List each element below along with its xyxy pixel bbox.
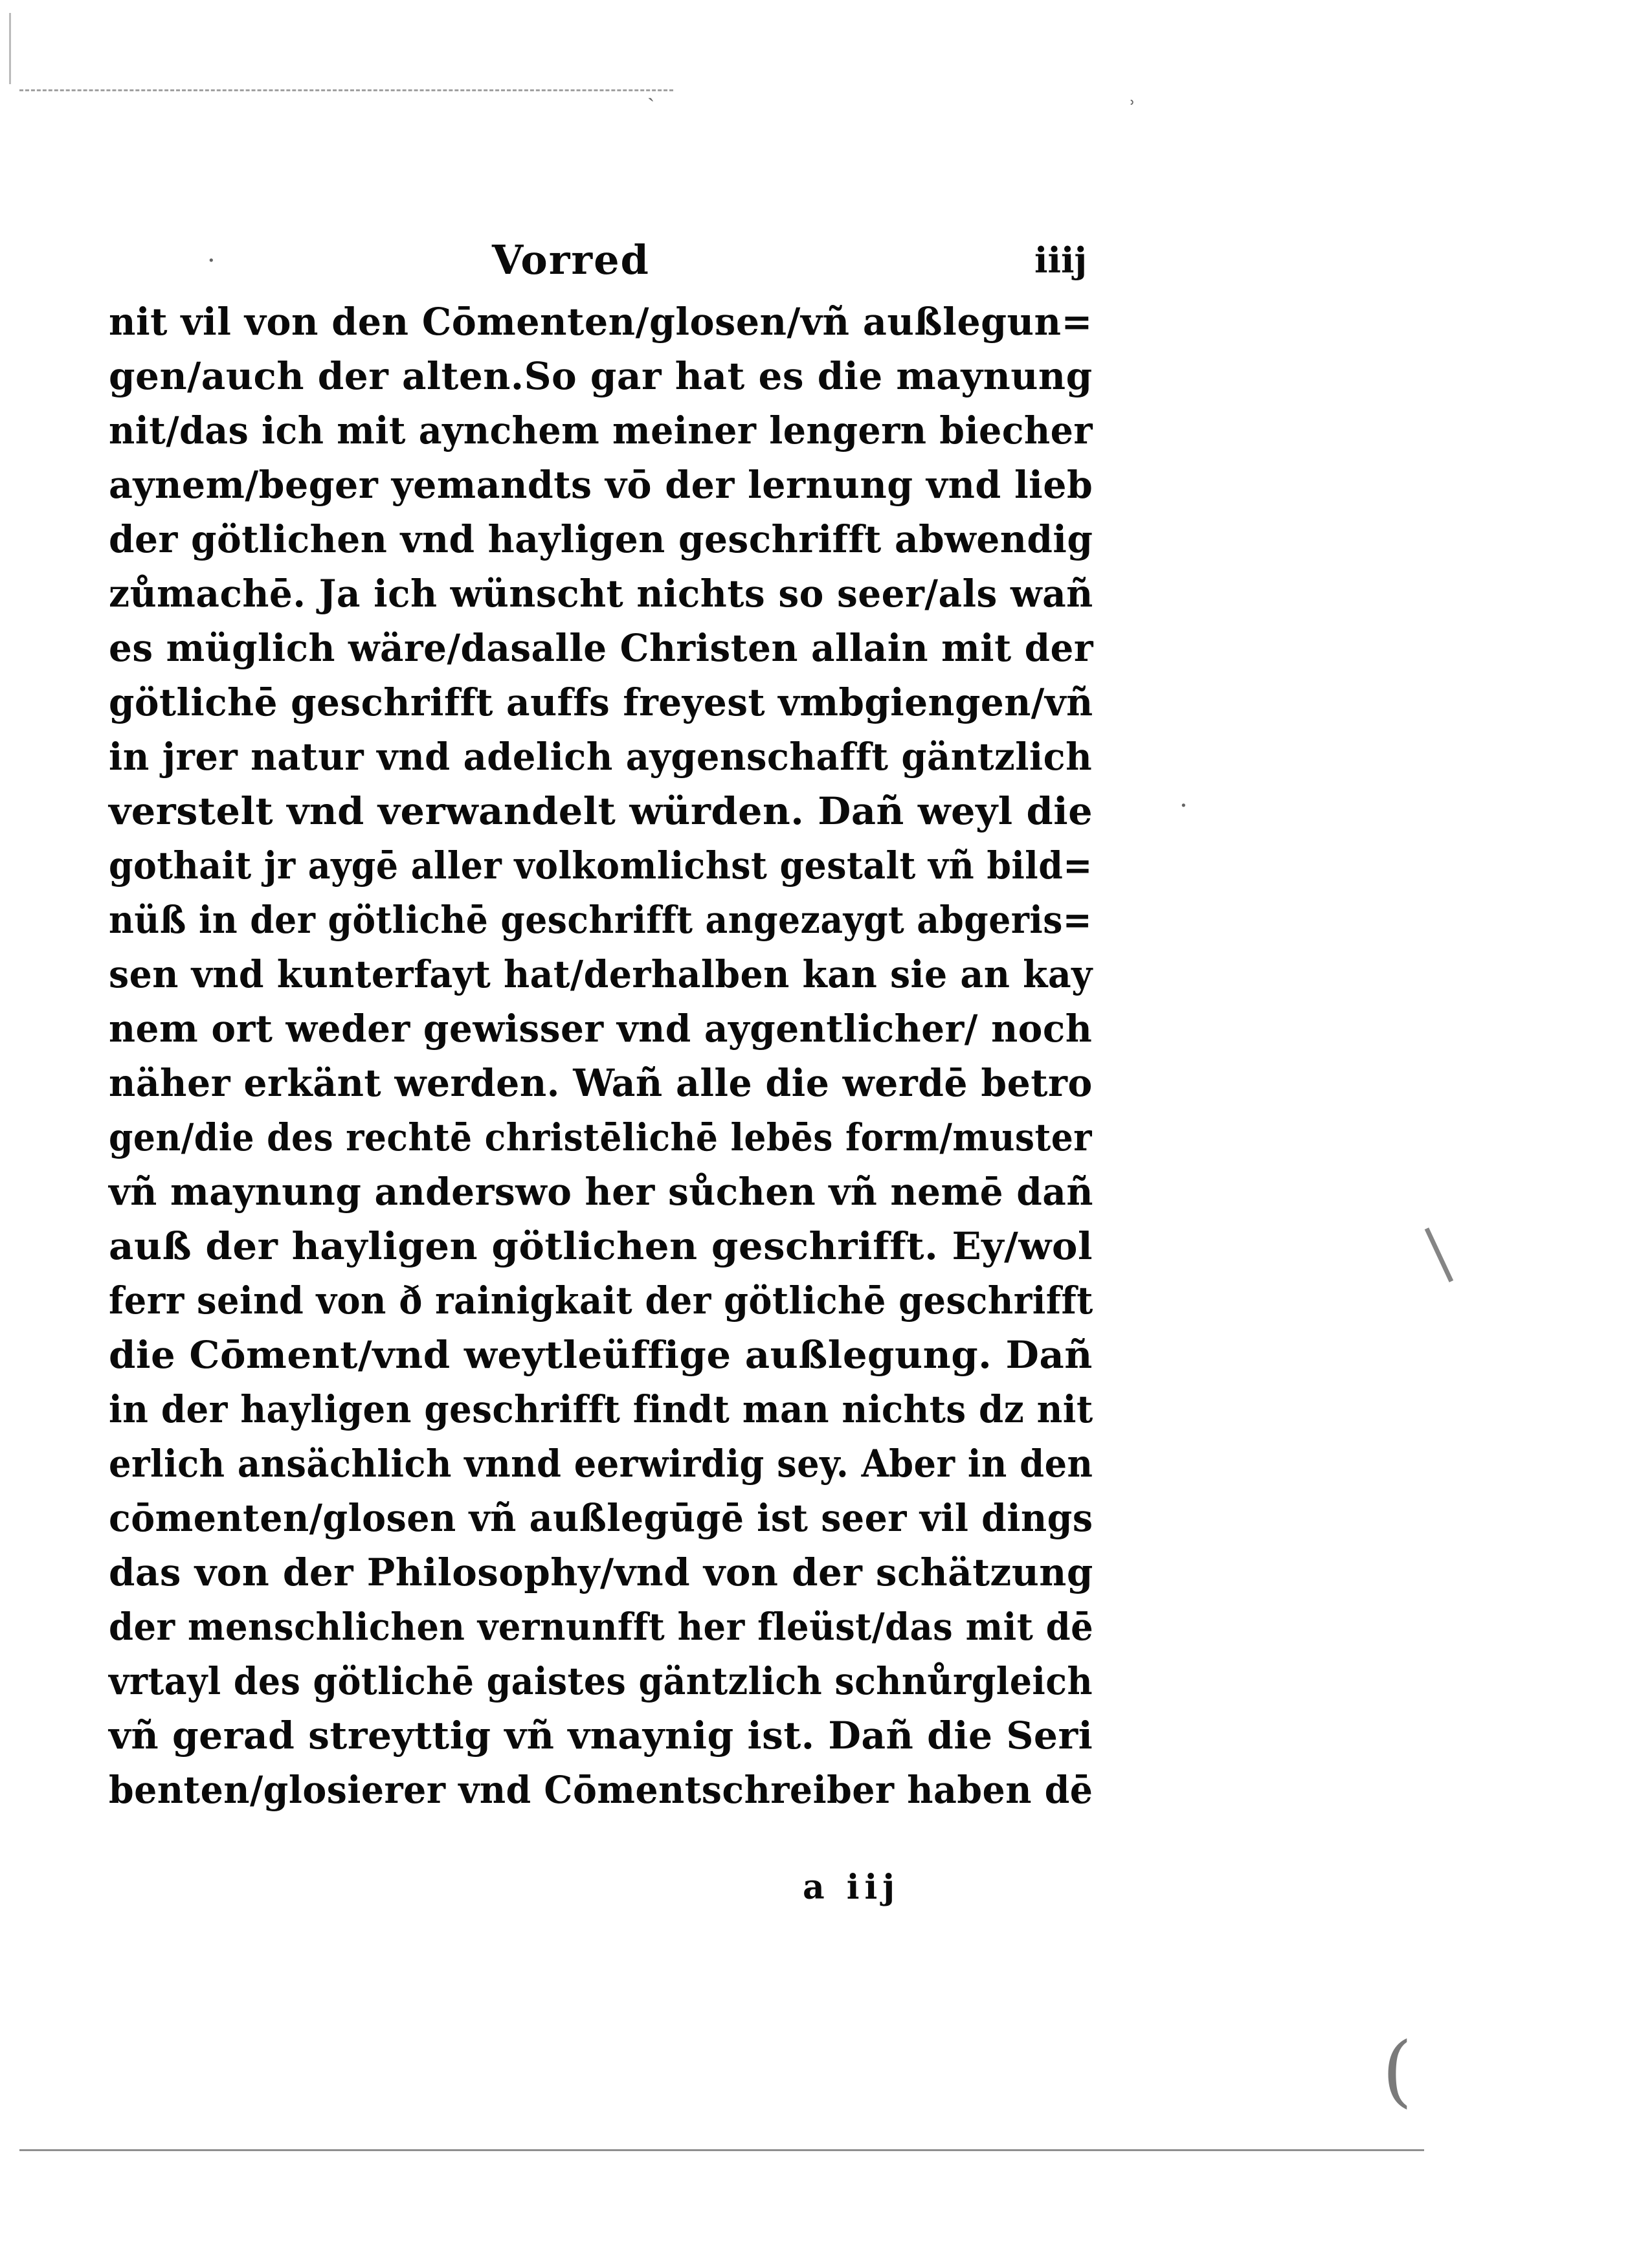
text-line: nem ort weder gewisser vnd aygentlicher/ noch: [109, 1007, 1093, 1051]
scan-artifact-left-edge: [9, 13, 11, 84]
text-line: nüß in der götlichē geschrifft angezaygt abgeris=: [109, 898, 1093, 942]
text-line: in der hayligen geschrifft findt man nichts dz nit: [109, 1387, 1093, 1431]
text-line: vrtayl des götlichē gaistes gäntzlich schnůrgleich: [109, 1659, 1093, 1703]
text-line: in jrer natur vnd adelich aygenschafft gäntzlich: [109, 735, 1093, 779]
text-line: der götlichen vnd hayligen geschrifft abwendig: [109, 517, 1093, 561]
text-line: cōmenten/glosen vñ außlegūgē ist seer vil dings: [109, 1496, 1093, 1540]
text-line: benten/glosierer vnd Cōmentschreiber haben dē: [109, 1768, 1093, 1812]
text-line: ferr seind von ð rainigkait der götlichē geschrifft: [109, 1279, 1093, 1323]
text-line: nit vil von den Cōmenten/glosen/vñ außlegun=: [109, 300, 1093, 344]
text-line: das von der Philosophy/vnd von der schätzung: [109, 1550, 1093, 1594]
text-line: aynem/beger yemandts vō der lernung vnd lieb: [109, 463, 1093, 507]
text-line: verstelt vnd verwandelt würden. Dañ weyl die: [109, 789, 1093, 833]
text-line: sen vnd kunterfayt hat/derhalben kan sie an kay: [109, 952, 1093, 996]
text-line: vñ gerad streyttig vñ vnaynig ist. Dañ die Seri: [109, 1714, 1093, 1758]
text-line: es müglich wäre/dasalle Christen allain mit der: [109, 626, 1093, 670]
scan-artifact-tick: ˏ: [647, 76, 655, 102]
scan-artifact-dot: ·: [207, 246, 216, 276]
text-block: [109, 295, 1093, 1817]
text-line: gen/auch der alten.So gar hat es die maynung: [109, 354, 1093, 398]
text-line: götlichē geschrifft auffs freyest vmbgiengen/vñ: [109, 680, 1093, 724]
text-line: erlich ansächlich vnnd eerwirdig sey. Aber in den: [109, 1442, 1093, 1486]
folio-number: iiij: [1034, 240, 1088, 281]
signature-mark: a iij: [803, 1868, 900, 1907]
text-line: auß der hayligen götlichen geschrifft. Ey/wol: [109, 1224, 1093, 1268]
text-line: vñ maynung anderswo her sůchen vñ nemē dañ: [109, 1170, 1093, 1214]
text-line: gothait jr aygē aller volkomlichst gestalt vñ bild=: [109, 843, 1093, 888]
scan-artifact-dot: ·: [1179, 791, 1188, 821]
scan-artifact-top-line: [19, 89, 673, 91]
text-line: der menschlichen vernunfft her fleüst/das mit dē: [109, 1605, 1094, 1649]
scan-artifact-stroke: |: [1414, 1216, 1461, 1286]
scan-artifact-mark: ʾ: [1130, 97, 1136, 120]
text-line: nit/das ich mit aynchem meiner lengern biecher: [109, 408, 1093, 452]
running-head: Vorred: [492, 236, 650, 284]
scan-artifact-bracket: (: [1382, 2026, 1412, 2116]
text-line: die Cōment/vnd weytleüffige außlegung. Dañ: [109, 1333, 1093, 1377]
text-line: näher erkänt werden. Wañ alle die werdē betro: [109, 1061, 1093, 1105]
text-line: zůmachē. Ja ich wünscht nichts so seer/als wañ: [109, 572, 1093, 616]
text-line: gen/die des rechtē christēlichē lebēs form/muster: [109, 1115, 1092, 1159]
scan-artifact-bottom-line: [19, 2149, 1424, 2151]
